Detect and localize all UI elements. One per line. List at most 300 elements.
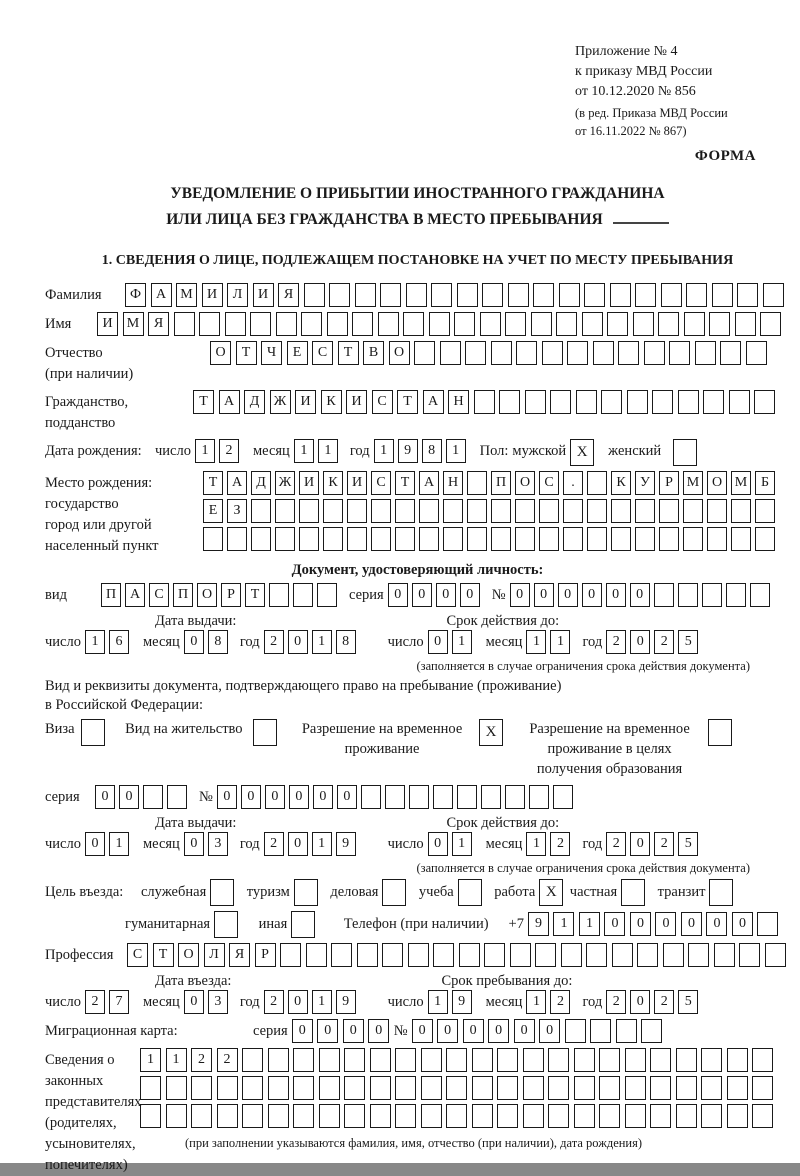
char-box[interactable]: 0: [337, 785, 357, 809]
char-box[interactable]: [574, 1104, 595, 1128]
char-box[interactable]: [465, 341, 486, 365]
char-box[interactable]: [533, 283, 554, 307]
char-box[interactable]: [559, 283, 580, 307]
char-box[interactable]: 0: [539, 1019, 560, 1043]
char-box[interactable]: [754, 390, 775, 414]
char-box[interactable]: 2: [606, 832, 626, 856]
char-box[interactable]: И: [299, 471, 319, 495]
char-box[interactable]: [765, 943, 786, 967]
char-box[interactable]: [275, 527, 295, 551]
char-box[interactable]: О: [389, 341, 410, 365]
char-box[interactable]: 8: [422, 439, 442, 463]
char-box[interactable]: [250, 312, 271, 336]
char-box[interactable]: [166, 1076, 187, 1100]
char-box[interactable]: И: [346, 390, 367, 414]
char-box[interactable]: О: [197, 583, 217, 607]
char-box[interactable]: [607, 312, 628, 336]
char-box[interactable]: 0: [412, 1019, 433, 1043]
char-box[interactable]: Б: [755, 471, 775, 495]
char-box[interactable]: [491, 341, 512, 365]
char-box[interactable]: 0: [288, 630, 308, 654]
char-box[interactable]: [763, 283, 784, 307]
char-box[interactable]: 0: [534, 583, 554, 607]
char-box[interactable]: Т: [395, 471, 415, 495]
char-box[interactable]: [459, 943, 480, 967]
char-box[interactable]: [419, 527, 439, 551]
char-box[interactable]: [760, 312, 781, 336]
char-box[interactable]: [210, 879, 234, 906]
char-box[interactable]: [293, 1104, 314, 1128]
char-box[interactable]: [720, 341, 741, 365]
char-box[interactable]: 2: [264, 990, 284, 1014]
char-box[interactable]: [382, 879, 406, 906]
char-box[interactable]: [695, 341, 716, 365]
char-box[interactable]: [508, 283, 529, 307]
char-box[interactable]: Т: [203, 471, 223, 495]
char-box[interactable]: [515, 527, 535, 551]
char-box[interactable]: 9: [528, 912, 549, 936]
char-box[interactable]: [421, 1076, 442, 1100]
char-box[interactable]: [481, 785, 501, 809]
char-box[interactable]: Р: [255, 943, 276, 967]
char-box[interactable]: [593, 341, 614, 365]
char-box[interactable]: [621, 879, 645, 906]
char-box[interactable]: К: [321, 390, 342, 414]
char-box[interactable]: [590, 1019, 611, 1043]
char-box[interactable]: [641, 1019, 662, 1043]
char-box[interactable]: [637, 943, 658, 967]
char-box[interactable]: [251, 499, 271, 523]
char-box[interactable]: [474, 390, 495, 414]
char-box[interactable]: [669, 341, 690, 365]
char-box[interactable]: 8: [336, 630, 356, 654]
char-box[interactable]: 0: [514, 1019, 535, 1043]
char-box[interactable]: [673, 439, 697, 466]
char-box[interactable]: 0: [706, 912, 727, 936]
char-box[interactable]: О: [178, 943, 199, 967]
char-box[interactable]: [548, 1048, 569, 1072]
char-box[interactable]: М: [176, 283, 197, 307]
char-box[interactable]: X: [570, 439, 594, 466]
char-box[interactable]: [304, 283, 325, 307]
char-box[interactable]: [457, 785, 477, 809]
char-box[interactable]: 6: [109, 630, 129, 654]
char-box[interactable]: Т: [236, 341, 257, 365]
char-box[interactable]: [380, 283, 401, 307]
char-box[interactable]: 1: [526, 630, 546, 654]
char-box[interactable]: [467, 499, 487, 523]
char-box[interactable]: 0: [558, 583, 578, 607]
char-box[interactable]: [625, 1076, 646, 1100]
char-box[interactable]: 2: [217, 1048, 238, 1072]
char-box[interactable]: [510, 943, 531, 967]
char-box[interactable]: 3: [208, 832, 228, 856]
char-box[interactable]: П: [491, 471, 511, 495]
char-box[interactable]: 0: [288, 832, 308, 856]
char-box[interactable]: [323, 499, 343, 523]
char-box[interactable]: [395, 1048, 416, 1072]
char-box[interactable]: [658, 312, 679, 336]
char-box[interactable]: [726, 583, 746, 607]
char-box[interactable]: [755, 499, 775, 523]
char-box[interactable]: [659, 527, 679, 551]
char-box[interactable]: [370, 1048, 391, 1072]
char-box[interactable]: [739, 943, 760, 967]
char-box[interactable]: [752, 1104, 773, 1128]
char-box[interactable]: [661, 283, 682, 307]
char-box[interactable]: [408, 943, 429, 967]
char-box[interactable]: 1: [166, 1048, 187, 1072]
char-box[interactable]: Ж: [275, 471, 295, 495]
char-box[interactable]: [352, 312, 373, 336]
char-box[interactable]: [587, 499, 607, 523]
char-box[interactable]: [714, 943, 735, 967]
char-box[interactable]: [433, 943, 454, 967]
char-box[interactable]: [344, 1076, 365, 1100]
char-box[interactable]: [627, 390, 648, 414]
char-box[interactable]: [616, 1019, 637, 1043]
char-box[interactable]: [319, 1076, 340, 1100]
char-box[interactable]: 0: [292, 1019, 313, 1043]
char-box[interactable]: [409, 785, 429, 809]
char-box[interactable]: [574, 1076, 595, 1100]
char-box[interactable]: 1: [109, 832, 129, 856]
char-box[interactable]: [275, 499, 295, 523]
char-box[interactable]: [678, 583, 698, 607]
char-box[interactable]: [499, 390, 520, 414]
char-box[interactable]: Ж: [270, 390, 291, 414]
char-box[interactable]: 1: [550, 630, 570, 654]
char-box[interactable]: [523, 1048, 544, 1072]
char-box[interactable]: [467, 471, 487, 495]
char-box[interactable]: 0: [630, 990, 650, 1014]
char-box[interactable]: [599, 1104, 620, 1128]
char-box[interactable]: [327, 312, 348, 336]
char-box[interactable]: [735, 312, 756, 336]
char-box[interactable]: [385, 785, 405, 809]
char-box[interactable]: С: [127, 943, 148, 967]
char-box[interactable]: Д: [251, 471, 271, 495]
char-box[interactable]: [491, 527, 511, 551]
char-box[interactable]: [684, 312, 705, 336]
char-box[interactable]: М: [731, 471, 751, 495]
char-box[interactable]: [523, 1104, 544, 1128]
char-box[interactable]: Л: [204, 943, 225, 967]
char-box[interactable]: [458, 879, 482, 906]
char-box[interactable]: [454, 312, 475, 336]
char-box[interactable]: [371, 527, 391, 551]
char-box[interactable]: [688, 943, 709, 967]
char-box[interactable]: [539, 527, 559, 551]
char-box[interactable]: 2: [191, 1048, 212, 1072]
char-box[interactable]: Д: [244, 390, 265, 414]
char-box[interactable]: [433, 785, 453, 809]
char-box[interactable]: А: [227, 471, 247, 495]
char-box[interactable]: С: [312, 341, 333, 365]
char-box[interactable]: [737, 283, 758, 307]
char-box[interactable]: 2: [654, 832, 674, 856]
char-box[interactable]: [610, 283, 631, 307]
char-box[interactable]: Т: [153, 943, 174, 967]
char-box[interactable]: [757, 912, 778, 936]
char-box[interactable]: 0: [630, 832, 650, 856]
char-box[interactable]: 1: [553, 912, 574, 936]
char-box[interactable]: X: [539, 879, 563, 906]
char-box[interactable]: [491, 499, 511, 523]
char-box[interactable]: 2: [550, 990, 570, 1014]
char-box[interactable]: [539, 499, 559, 523]
char-box[interactable]: А: [125, 583, 145, 607]
char-box[interactable]: [531, 312, 552, 336]
char-box[interactable]: 8: [208, 630, 228, 654]
char-box[interactable]: 1: [140, 1048, 161, 1072]
char-box[interactable]: [707, 527, 727, 551]
char-box[interactable]: [293, 1076, 314, 1100]
char-box[interactable]: Р: [221, 583, 241, 607]
char-box[interactable]: О: [515, 471, 535, 495]
char-box[interactable]: [421, 1104, 442, 1128]
char-box[interactable]: К: [323, 471, 343, 495]
char-box[interactable]: [457, 283, 478, 307]
char-box[interactable]: [276, 312, 297, 336]
char-box[interactable]: 0: [184, 990, 204, 1014]
char-box[interactable]: [727, 1104, 748, 1128]
char-box[interactable]: [143, 785, 163, 809]
char-box[interactable]: 5: [678, 630, 698, 654]
char-box[interactable]: [611, 527, 631, 551]
char-box[interactable]: [378, 312, 399, 336]
char-box[interactable]: [727, 1076, 748, 1100]
char-box[interactable]: [429, 312, 450, 336]
char-box[interactable]: [81, 719, 105, 746]
char-box[interactable]: 1: [446, 439, 466, 463]
char-box[interactable]: [650, 1104, 671, 1128]
char-box[interactable]: [217, 1104, 238, 1128]
char-box[interactable]: 0: [732, 912, 753, 936]
char-box[interactable]: [242, 1104, 263, 1128]
char-box[interactable]: [395, 1076, 416, 1100]
char-box[interactable]: 0: [510, 583, 530, 607]
char-box[interactable]: 1: [85, 630, 105, 654]
char-box[interactable]: [140, 1104, 161, 1128]
char-box[interactable]: [403, 312, 424, 336]
char-box[interactable]: [497, 1048, 518, 1072]
char-box[interactable]: [587, 471, 607, 495]
char-box[interactable]: [203, 527, 223, 551]
char-box[interactable]: [329, 283, 350, 307]
char-box[interactable]: О: [210, 341, 231, 365]
char-box[interactable]: [370, 1076, 391, 1100]
char-box[interactable]: [269, 583, 289, 607]
char-box[interactable]: [344, 1048, 365, 1072]
char-box[interactable]: [480, 312, 501, 336]
char-box[interactable]: [701, 1048, 722, 1072]
char-box[interactable]: [301, 312, 322, 336]
char-box[interactable]: Е: [287, 341, 308, 365]
char-box[interactable]: [419, 499, 439, 523]
char-box[interactable]: [484, 943, 505, 967]
char-box[interactable]: [676, 1104, 697, 1128]
char-box[interactable]: [542, 341, 563, 365]
char-box[interactable]: А: [423, 390, 444, 414]
char-box[interactable]: [446, 1104, 467, 1128]
char-box[interactable]: [395, 527, 415, 551]
char-box[interactable]: [191, 1076, 212, 1100]
char-box[interactable]: [268, 1076, 289, 1100]
char-box[interactable]: [323, 527, 343, 551]
char-box[interactable]: [440, 341, 461, 365]
char-box[interactable]: З: [227, 499, 247, 523]
char-box[interactable]: [395, 1104, 416, 1128]
char-box[interactable]: Т: [397, 390, 418, 414]
char-box[interactable]: П: [101, 583, 121, 607]
char-box[interactable]: 3: [208, 990, 228, 1014]
char-box[interactable]: Ф: [125, 283, 146, 307]
char-box[interactable]: 0: [289, 785, 309, 809]
char-box[interactable]: 1: [374, 439, 394, 463]
char-box[interactable]: [676, 1076, 697, 1100]
char-box[interactable]: 0: [681, 912, 702, 936]
char-box[interactable]: [293, 1048, 314, 1072]
char-box[interactable]: [701, 1104, 722, 1128]
char-box[interactable]: [676, 1048, 697, 1072]
char-box[interactable]: [443, 527, 463, 551]
char-box[interactable]: [707, 499, 727, 523]
char-box[interactable]: 0: [265, 785, 285, 809]
char-box[interactable]: Я: [229, 943, 250, 967]
char-box[interactable]: [582, 312, 603, 336]
char-box[interactable]: 2: [264, 832, 284, 856]
char-box[interactable]: [587, 527, 607, 551]
char-box[interactable]: [357, 943, 378, 967]
char-box[interactable]: [567, 341, 588, 365]
char-box[interactable]: [414, 341, 435, 365]
char-box[interactable]: [523, 1076, 544, 1100]
char-box[interactable]: [355, 283, 376, 307]
char-box[interactable]: 9: [336, 832, 356, 856]
char-box[interactable]: [140, 1076, 161, 1100]
char-box[interactable]: И: [347, 471, 367, 495]
char-box[interactable]: [525, 390, 546, 414]
char-box[interactable]: [497, 1104, 518, 1128]
char-box[interactable]: [331, 943, 352, 967]
char-box[interactable]: [347, 527, 367, 551]
char-box[interactable]: С: [149, 583, 169, 607]
char-box[interactable]: 0: [241, 785, 261, 809]
char-box[interactable]: 1: [579, 912, 600, 936]
char-box[interactable]: 1: [318, 439, 338, 463]
char-box[interactable]: И: [253, 283, 274, 307]
char-box[interactable]: [750, 583, 770, 607]
char-box[interactable]: 0: [436, 583, 456, 607]
char-box[interactable]: [601, 390, 622, 414]
char-box[interactable]: [654, 583, 674, 607]
char-box[interactable]: [731, 499, 751, 523]
char-box[interactable]: [515, 499, 535, 523]
char-box[interactable]: 1: [312, 832, 332, 856]
char-box[interactable]: 0: [388, 583, 408, 607]
char-box[interactable]: [217, 1076, 238, 1100]
char-box[interactable]: [406, 283, 427, 307]
char-box[interactable]: С: [539, 471, 559, 495]
char-box[interactable]: [472, 1104, 493, 1128]
char-box[interactable]: У: [635, 471, 655, 495]
char-box[interactable]: [268, 1104, 289, 1128]
char-box[interactable]: 0: [630, 630, 650, 654]
char-box[interactable]: [191, 1104, 212, 1128]
char-box[interactable]: [709, 312, 730, 336]
char-box[interactable]: 0: [343, 1019, 364, 1043]
char-box[interactable]: [731, 527, 751, 551]
char-box[interactable]: [548, 1104, 569, 1128]
char-box[interactable]: [683, 527, 703, 551]
char-box[interactable]: Ч: [261, 341, 282, 365]
char-box[interactable]: Т: [193, 390, 214, 414]
char-box[interactable]: [242, 1048, 263, 1072]
char-box[interactable]: .: [563, 471, 583, 495]
char-box[interactable]: Н: [443, 471, 463, 495]
char-box[interactable]: 0: [630, 583, 650, 607]
char-box[interactable]: [686, 283, 707, 307]
char-box[interactable]: [167, 785, 187, 809]
char-box[interactable]: [635, 283, 656, 307]
char-box[interactable]: 2: [550, 832, 570, 856]
char-box[interactable]: [752, 1048, 773, 1072]
char-box[interactable]: [652, 390, 673, 414]
char-box[interactable]: [446, 1048, 467, 1072]
char-box[interactable]: [633, 312, 654, 336]
char-box[interactable]: 1: [294, 439, 314, 463]
char-box[interactable]: [227, 527, 247, 551]
char-box[interactable]: П: [173, 583, 193, 607]
char-box[interactable]: [431, 283, 452, 307]
char-box[interactable]: Е: [203, 499, 223, 523]
char-box[interactable]: [703, 390, 724, 414]
char-box[interactable]: 5: [678, 832, 698, 856]
char-box[interactable]: [599, 1076, 620, 1100]
char-box[interactable]: 7: [109, 990, 129, 1014]
char-box[interactable]: [586, 943, 607, 967]
char-box[interactable]: [253, 719, 277, 746]
char-box[interactable]: [225, 312, 246, 336]
char-box[interactable]: [584, 283, 605, 307]
char-box[interactable]: 1: [312, 630, 332, 654]
char-box[interactable]: О: [707, 471, 727, 495]
char-box[interactable]: [306, 943, 327, 967]
char-box[interactable]: И: [202, 283, 223, 307]
char-box[interactable]: [576, 390, 597, 414]
char-box[interactable]: [382, 943, 403, 967]
char-box[interactable]: А: [151, 283, 172, 307]
char-box[interactable]: [702, 583, 722, 607]
char-box[interactable]: [472, 1048, 493, 1072]
char-box[interactable]: 2: [219, 439, 239, 463]
char-box[interactable]: 1: [312, 990, 332, 1014]
char-box[interactable]: [618, 341, 639, 365]
char-box[interactable]: [683, 499, 703, 523]
char-box[interactable]: 0: [317, 1019, 338, 1043]
char-box[interactable]: [317, 583, 337, 607]
char-box[interactable]: 0: [119, 785, 139, 809]
char-box[interactable]: [701, 1076, 722, 1100]
char-box[interactable]: 1: [195, 439, 215, 463]
char-box[interactable]: 2: [654, 630, 674, 654]
char-box[interactable]: 1: [452, 832, 472, 856]
char-box[interactable]: 0: [428, 630, 448, 654]
char-box[interactable]: [174, 312, 195, 336]
char-box[interactable]: [650, 1076, 671, 1100]
char-box[interactable]: [561, 943, 582, 967]
